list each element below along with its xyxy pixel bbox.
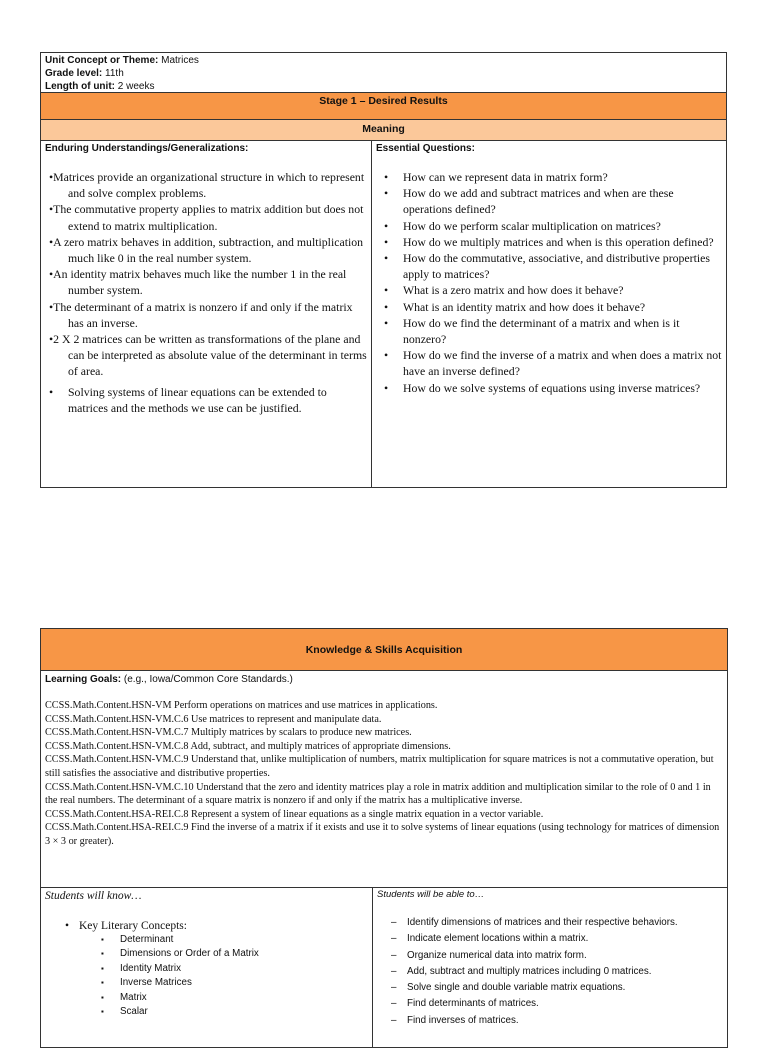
list-item-text: How do we find the inverse of a matrix and when does a matrix not have an inverse defined? — [403, 348, 722, 379]
bullet-icon: • — [384, 380, 389, 395]
know-and-do-row — [41, 888, 727, 1048]
dash-bullet-icon: – — [391, 965, 397, 977]
list-item-text: Organize numerical data into matrix form. — [407, 949, 587, 961]
list-item — [391, 948, 723, 964]
list-item-text: How do we find the determinant of a matrix and when is it nonzero? — [403, 315, 680, 347]
dash-bullet-icon: – — [391, 1014, 397, 1026]
list-item-text: How do we perform scalar multiplication on matrices? — [403, 218, 661, 233]
knowledge-skills-header: Knowledge & Skills Acquisition — [41, 629, 727, 671]
knowledge-skills-table — [40, 628, 728, 1048]
key-concepts-item — [65, 920, 368, 932]
essential-questions-cell — [372, 141, 726, 487]
students-will-know-heading: Students will know… — [45, 890, 142, 902]
list-item — [391, 964, 723, 980]
dash-bullet-icon: – — [391, 933, 397, 945]
enduring-understandings-cell — [41, 141, 372, 487]
bullet-icon: • — [384, 170, 389, 184]
square-bullet-icon: ▪ — [101, 1007, 104, 1017]
square-bullet-icon: ▪ — [101, 978, 104, 988]
list-item — [382, 185, 722, 217]
list-item-text: How do we solve systems of equations using inverse matrices? — [403, 380, 701, 395]
grade-row — [45, 67, 722, 80]
list-item-text: Dimensions or Order of a Matrix — [120, 948, 259, 960]
standard-item: CCSS.Math.Content.HSN-VM.C.8 Add, subtract, and multiply matrices of appropriate dimensions. — [45, 740, 451, 752]
bullet-icon: • — [384, 348, 389, 363]
list-item-text: Identify dimensions of matrices and their respective behaviors. — [407, 917, 678, 928]
list-item-text: Find determinants of matrices. — [407, 998, 539, 1010]
square-bullet-icon: ▪ — [101, 935, 104, 944]
stage1-header: Stage 1 – Desired Results — [41, 93, 726, 120]
standard-item: CCSS.Math.Content.HSN-VM.C.6 Use matrices to represent and manipulate data. — [45, 713, 382, 725]
list-item-text: Determinant — [120, 934, 174, 945]
list-item — [391, 980, 723, 996]
learning-goals-label: Learning Goals: — [45, 674, 122, 685]
learning-goals-heading — [45, 673, 723, 687]
list-item-text: Indicate element locations within a matrix. — [407, 933, 589, 945]
skills-list — [391, 915, 723, 1029]
bullet-icon: • — [384, 186, 389, 201]
bullet-icon: • — [384, 283, 389, 298]
list-item: •2 X 2 matrices can be written as transformations of the plane and can be interpreted as absolute value of the determinant in terms of area. — [49, 332, 367, 379]
standard-item: CCSS.Math.Content.HSA-REI.C.9 Find the inverse of a matrix if it exists and use it to solve systems of linear equations (using technology for matrices of dimension 3 × 3 or greater). — [45, 822, 720, 847]
length-value: 2 weeks — [117, 81, 155, 92]
length-label: Length of unit: — [45, 81, 115, 92]
list-item: •An identity matrix behaves much like the number 1 in the real number system. — [49, 267, 347, 298]
unit-concept-row — [45, 54, 722, 67]
list-item-text: What is a zero matrix and how does it behave? — [403, 283, 624, 298]
list-item — [101, 976, 368, 990]
list-item — [382, 218, 722, 234]
list-item: •The determinant of a matrix is nonzero if and only if the matrix has an inverse. — [49, 299, 353, 330]
list-item — [382, 299, 722, 315]
list-item-text: Find inverses of matrices. — [407, 1014, 519, 1026]
unit-concept-label: Unit Concept or Theme: — [45, 55, 159, 66]
list-item: •A zero matrix behaves in addition, subtraction, and multiplication much like 0 in the real number system. — [49, 234, 364, 266]
square-bullet-icon: ▪ — [101, 992, 104, 1002]
list-item — [391, 996, 723, 1012]
unit-concept-value: Matrices — [161, 55, 199, 66]
list-item-text: Inverse Matrices — [120, 977, 192, 989]
list-item — [382, 347, 722, 379]
list-item-text: What is an identity matrix and how does it behave? — [403, 299, 646, 314]
list-item-text: How do the commutative, associative, and distributive properties apply to matrices? — [403, 251, 710, 282]
list-item-text: Solve single and double variable matrix equations. — [407, 982, 626, 994]
list-item — [391, 1013, 723, 1029]
learning-goals-note: (e.g., Iowa/Common Core Standards.) — [123, 674, 293, 685]
square-bullet-icon: ▪ — [101, 949, 104, 959]
key-concepts-label: Key Literary Concepts: — [79, 920, 187, 932]
list-item-text: How can we represent data in matrix form? — [403, 170, 608, 184]
essential-questions-list — [372, 169, 726, 396]
grade-value: 11th — [105, 68, 124, 79]
standard-item: CCSS.Math.Content.HSN-VM Perform operations on matrices and use matrices in applications. — [45, 700, 438, 711]
list-item: •The commutative property applies to matrix addition but does not extend to matrix multiplication. — [49, 202, 364, 233]
dash-bullet-icon: – — [391, 917, 397, 928]
list-item — [382, 315, 722, 347]
bullet-icon: • — [384, 218, 389, 233]
dash-bullet-icon: – — [391, 982, 397, 994]
terms-list — [101, 933, 368, 1019]
standard-item: CCSS.Math.Content.HSN-VM.C.10 Understand that the zero and identity matrices play a role in matrix addition and multiplication similar to the role of 0 and 1 in the real numbers. The determinant of a square matrix is nonzero if and only if the matrix has a multiplicative inverse. — [45, 781, 711, 807]
bullet-icon: • — [384, 315, 389, 330]
list-item — [382, 250, 722, 282]
list-item — [45, 384, 367, 416]
learning-goals-cell — [41, 671, 727, 888]
list-item-text: Scalar — [120, 1006, 148, 1018]
list-item — [101, 962, 368, 976]
list-item-text: Solving systems of linear equations can be extended to matrices and the methods we use can be justified. — [68, 384, 327, 415]
list-item — [391, 915, 723, 931]
students-will-know-cell — [41, 888, 373, 1048]
length-row — [45, 80, 722, 93]
list-item — [382, 169, 722, 185]
list-item-text: How do we multiply matrices and when is this operation defined? — [403, 234, 714, 249]
list-item — [101, 933, 368, 947]
standard-item: CCSS.Math.Content.HSN-VM.C.7 Multiply matrices by scalars to produce new matrices. — [45, 727, 412, 739]
bullet-icon: • — [49, 384, 54, 399]
list-item — [101, 991, 368, 1005]
enduring-understandings-list — [41, 169, 371, 416]
stage1-table — [40, 52, 727, 488]
list-item: •Matrices provide an organizational structure in which to represent and solve complex problems. — [49, 170, 365, 201]
students-will-be-able-cell — [373, 888, 727, 1050]
students-will-be-able-heading: Students will be able to… — [377, 889, 485, 900]
list-item-text: Matrix — [120, 991, 147, 1003]
essential-questions-heading: Essential Questions: — [376, 143, 475, 154]
grade-label: Grade level: — [45, 68, 103, 79]
list-item-text: Identity Matrix — [120, 962, 181, 974]
standards-list — [45, 699, 723, 849]
list-item — [101, 947, 368, 961]
bullet-icon: • — [65, 920, 70, 932]
unit-info — [41, 53, 726, 93]
bullet-icon: • — [384, 234, 389, 249]
dash-bullet-icon: – — [391, 949, 397, 961]
list-item — [382, 234, 722, 250]
standard-item: CCSS.Math.Content.HSN-VM.C.9 Understand that, unlike multiplication of numbers, matrix multiplication for square matrices is not a commutative operation, but still satisfies the associative and distributive properties. — [45, 754, 714, 779]
meaning-header: Meaning — [41, 120, 726, 141]
list-item — [382, 380, 722, 396]
dash-bullet-icon: – — [391, 998, 397, 1010]
square-bullet-icon: ▪ — [101, 963, 104, 973]
stage1-columns — [41, 141, 726, 487]
list-item — [101, 1005, 368, 1019]
standard-item: CCSS.Math.Content.HSA-REI.C.8 Represent a system of linear equations as a single matrix equation in a vector variable. — [45, 808, 544, 820]
bullet-icon: • — [384, 251, 389, 266]
bullet-icon: • — [384, 299, 389, 314]
list-item — [382, 282, 722, 298]
enduring-understandings-heading: Enduring Understandings/Generalizations: — [45, 143, 249, 154]
list-item — [391, 931, 723, 947]
list-item-text: Add, subtract and multiply matrices including 0 matrices. — [407, 965, 652, 977]
list-item-text: How do we add and subtract matrices and when are these operations defined? — [403, 186, 674, 217]
